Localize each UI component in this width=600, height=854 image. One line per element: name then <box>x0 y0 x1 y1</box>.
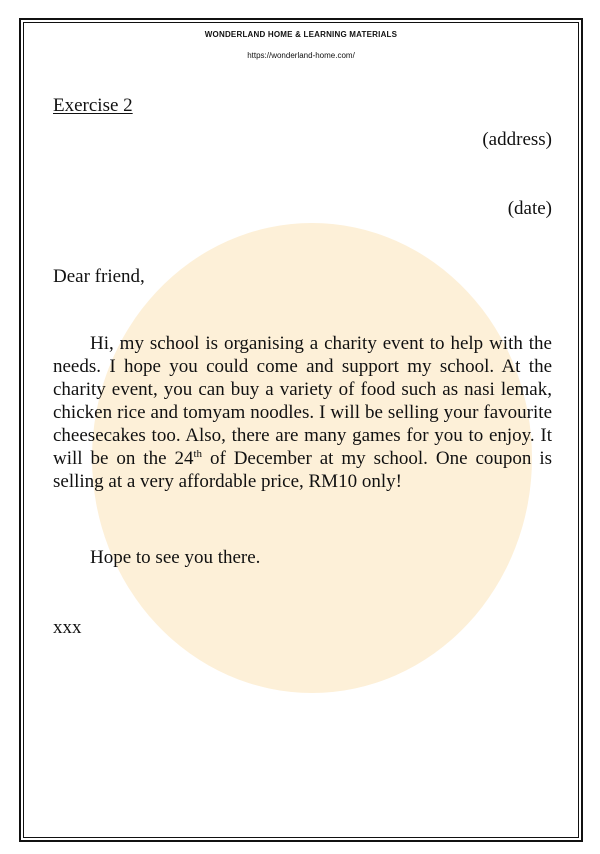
address-placeholder: (address) <box>482 129 552 150</box>
header-url[interactable]: https://wonderland-home.com/ <box>247 51 355 60</box>
letter-signoff: xxx <box>53 617 82 638</box>
letter-greeting: Dear friend, <box>53 266 145 287</box>
date-placeholder: (date) <box>507 198 552 219</box>
letter-body-part1: Hi, my school is organising a charity event to help with the needs. I hope you could come and support my school. At the charity event, you can buy a variety of food such as nasi lemak, chicken rice and tomyam noodles. I will be selling your favourite cheesecakes too. Also, there are many games for you to enjoy. It will be on the 24 <box>53 333 552 469</box>
letter-body-superscript: th <box>193 448 203 460</box>
header-title: WONDERLAND HOME & LEARNING MATERIALS <box>204 30 398 39</box>
letter-body <box>53 332 552 493</box>
exercise-label: Exercise 2 <box>53 95 133 116</box>
letter-body-part2: of December at my school. One coupon is selling at a very affordable price, RM10 only! <box>53 448 552 492</box>
letter-closing: Hope to see you there. <box>90 547 261 568</box>
